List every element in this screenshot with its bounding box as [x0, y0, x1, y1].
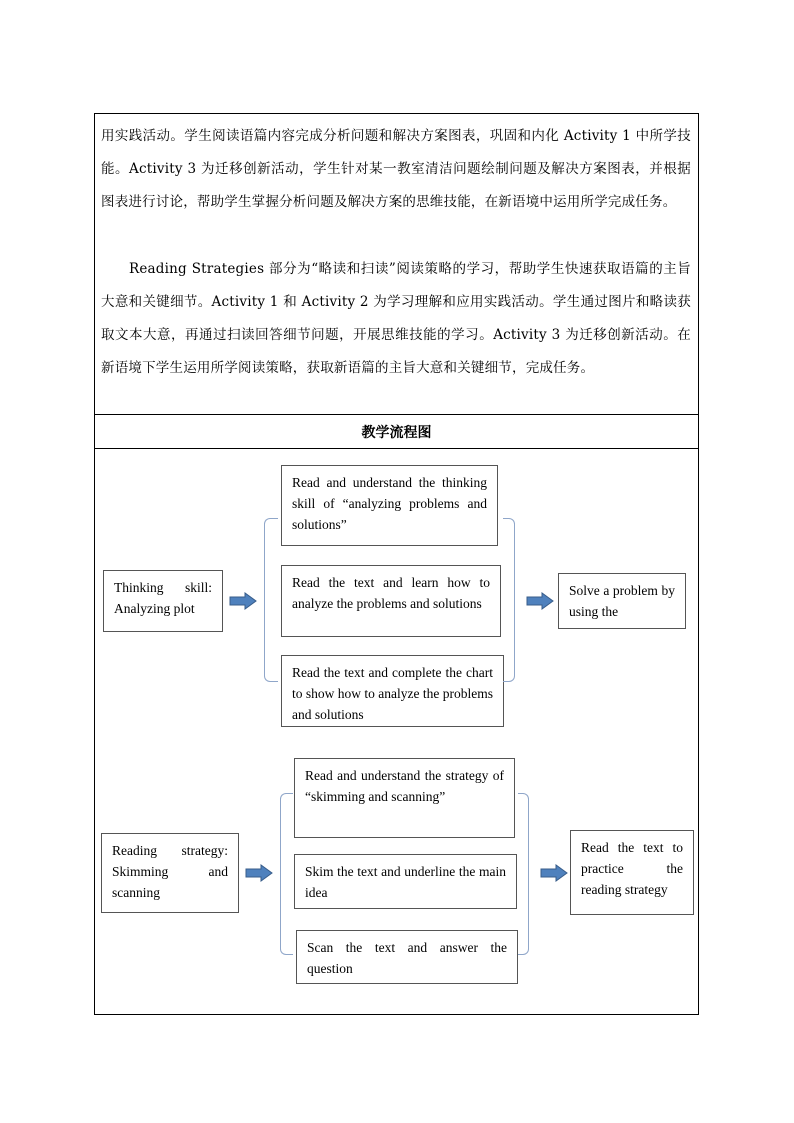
flow1-end-box: Solve a problem by using the — [558, 573, 686, 629]
flowchart-title: 教学流程图 — [361, 425, 432, 441]
flow1-start-box: Thinking skill: Analyzing plot — [103, 570, 223, 632]
flow1-step-3: Read the text and complete the chart to show how to analyze the problems and solutions — [281, 655, 504, 727]
flow2-step-2: Skim the text and underline the main idea — [294, 854, 517, 909]
flow1-step-2: Read the text and learn how to analyze the problems and solutions — [281, 565, 501, 637]
right-block-arrow-icon — [245, 864, 273, 882]
flow1-bracket-right — [503, 518, 515, 682]
intro-paragraph-2: Reading Strategies 部分为“略读和扫读”阅读策略的学习，帮助学生快速获取语篇的主旨大意和关键细节。Activity 1 和 Activity 2 为学习理解和应用实践活动。学生通过图片和略读获取文本大意，再通过扫读回答细节问题，开展思维技能的学习。Activity 3 为迁移创新活动。在新语境下学生运用所学阅读策略，获取新语篇的主旨大意和关键细节，完成任务。 — [101, 261, 691, 376]
flow2-bracket-left — [280, 793, 293, 955]
flow1-bracket-left — [264, 518, 278, 682]
flow1-arrow-in — [229, 592, 257, 610]
right-block-arrow-icon — [526, 592, 554, 610]
flow2-arrow-in — [245, 864, 273, 882]
table-divider-top — [94, 414, 699, 415]
flow2-arrow-out — [540, 864, 568, 882]
flow2-bracket-right — [518, 793, 529, 955]
table-divider-bottom — [94, 448, 699, 449]
right-block-arrow-icon — [540, 864, 568, 882]
flow1-step-1: Read and understand the thinking skill of “analyzing problems and solutions” — [281, 465, 498, 546]
flow2-end-box: Read the text to practice the reading strategy — [570, 830, 694, 915]
flow1-arrow-out — [526, 592, 554, 610]
right-block-arrow-icon — [229, 592, 257, 610]
flow2-start-box: Reading strategy: Skimming and scanning — [101, 833, 239, 913]
intro-paragraph-1: 用实践活动。学生阅读语篇内容完成分析问题和解决方案图表，巩固和内化 Activity 1 中所学技能。Activity 3 为迁移创新活动，学生针对某一教室清洁问题绘制问题及解决方案图表，并根据图表进行讨论，帮助学生掌握分析问题及解决方案的思维技能，在新语境中运用所学完成任务。 — [101, 128, 691, 210]
flow2-step-3: Scan the text and answer the question — [296, 930, 518, 984]
flow2-step-1: Read and understand the strategy of “skimming and scanning” — [294, 758, 515, 838]
